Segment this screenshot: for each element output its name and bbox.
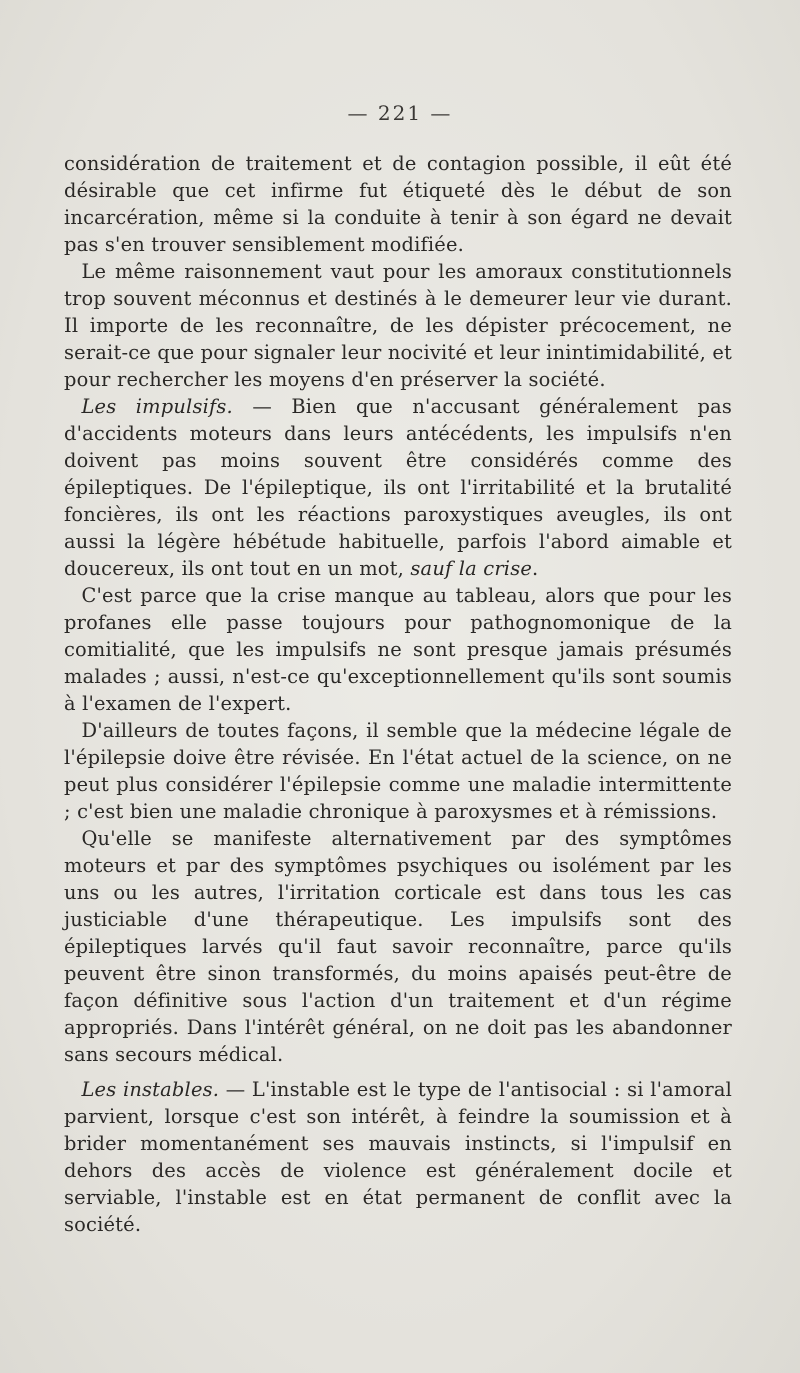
paragraph-4: C'est parce que la crise manque au tableau, alors que pour les profanes elle passe toujours pour pathognomonique de la comitialité, que les impulsifs ne sont presque jamais présumés malades ; aussi, n'est-ce qu'exceptionnellement qu'ils sont soumis à l'examen de l'expert. <box>64 584 732 715</box>
paragraph-3-tail: . <box>532 557 539 580</box>
paragraph-instables <box>64 1076 732 1238</box>
paragraph-2: Le même raisonnement vaut pour les amoraux constitutionnels trop souvent méconnus et destinés à le demeurer leur vie durant. Il importe de les reconnaître, de les dépister précocement, ne serait-ce que pour signaler leur nocivité et leur inintimidabilité, et pour rechercher les moyens d'en préserver la société. <box>64 260 732 391</box>
paragraph-1: considération de traitement et de contagion possible, il eût été désirable que cet infirme fut étiqueté dès le début de son incarcération, même si la conduite à tenir à son égard ne devait pas s'en trouver sensiblement modifiée. <box>64 152 732 256</box>
paragraph-3-text: — Bien que n'accusant généralement pas d'accidents moteurs dans leurs antécédents, les impulsifs n'en doivent pas moins souvent être considérés comme des épileptiques. De l'épileptique, ils ont l'irritabilité et la brutalité foncières, ils ont les réactions paroxystiques aveugles, ils ont aussi la légère hébétude habituelle, parfois l'abord aimable et doucereux, ils ont tout en un mot, <box>64 395 732 580</box>
paragraph-7-text: — L'instable est le type de l'antisocial : si l'amoral parvient, lorsque c'est son intérêt, à feindre la soumission et à brider momentanément ses mauvais instincts, si l'impulsif en dehors des accès de violence est généralement docile et serviable, l'instable est en état permanent de conflit avec la société. <box>64 1078 732 1236</box>
body-text <box>64 150 732 1238</box>
section-heading-impulsifs: Les impulsifs. <box>81 395 233 418</box>
emphasis-sauf-la-crise: sauf la crise <box>410 557 533 580</box>
page-number: — 221 — <box>347 101 453 125</box>
paragraph-5: D'ailleurs de toutes façons, il semble que la médecine légale de l'épilepsie doive être révisée. En l'état actuel de la science, on ne peut plus considérer l'épilepsie comme une maladie intermittente ; c'est bien une maladie chronique à paroxysmes et à rémissions. <box>64 719 732 823</box>
section-heading-instables: Les instables. <box>81 1078 220 1101</box>
paragraph-impulsifs <box>64 393 732 582</box>
paragraph-6: Qu'elle se manifeste alternativement par des symptômes moteurs et par des symptômes psychiques ou isolément par les uns ou les autres, l'irritation corticale est dans tous les cas justiciable d'une thérapeutique. Les impulsifs sont des épileptiques larvés qu'il faut savoir reconnaître, parce qu'ils peuvent être sinon transformés, du moins apaisés peut-être de façon définitive sous l'action d'un traitement et d'un régime appropriés. Dans l'intérêt général, on ne doit pas les abandonner sans secours médical. <box>64 827 732 1066</box>
